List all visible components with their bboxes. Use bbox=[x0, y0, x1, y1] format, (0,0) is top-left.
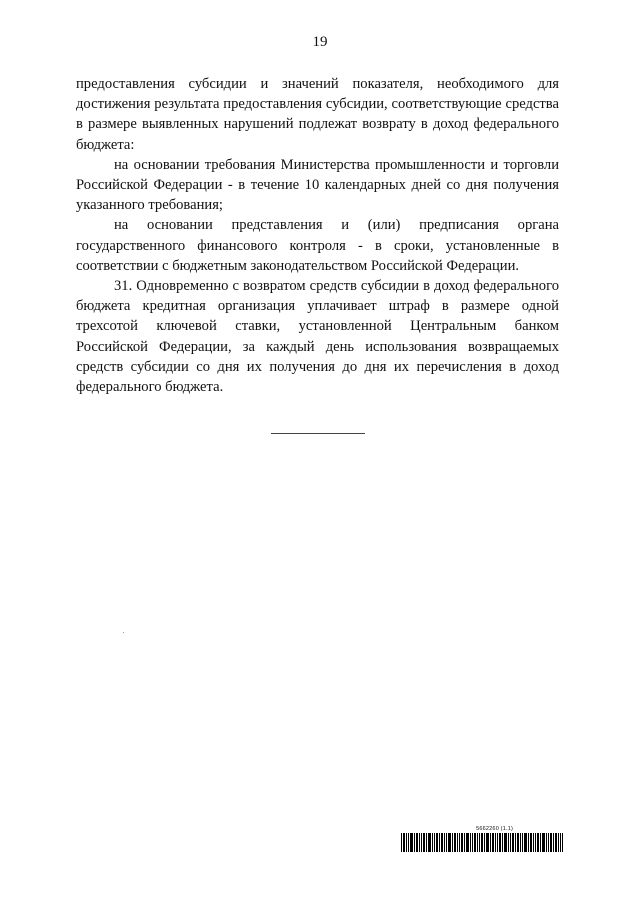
scan-artifact-dot bbox=[123, 632, 124, 633]
barcode-icon bbox=[401, 833, 563, 852]
page-number: 19 bbox=[312, 34, 328, 50]
paragraph-item-31: 31. Одновременно с возвратом средств субсидии в доход федерального бюджета кредитная организация уплачивает штраф в размере одной трехсотой ключевой ставки, установленной Центральным банком Российской Федерации, за каждый день использования возвращаемых средств субсидии со дня их получения до дня их перечисления в доход федерального бюджета. bbox=[76, 278, 559, 396]
paragraph-financial-control: на основании представления и (или) предписания органа государственного финансового контроля - в сроки, установленные в соответствии с бюджетным законодательством Российской Федерации. bbox=[76, 217, 559, 274]
document-body bbox=[76, 74, 559, 397]
paragraph-continuation: предоставления субсидии и значений показателя, необходимого для достижения результата предоставления субсидии, соответствующие средства в размере выявленных нарушений подлежат возврату в доход федерального бюджета: bbox=[76, 76, 559, 153]
footer-barcode-block bbox=[401, 826, 563, 857]
paragraph-ministry-requirement: на основании требования Министерства промышленности и торговли Российской Федерации - в течение 10 календарных дней со дня получения указанного требования; bbox=[76, 156, 559, 214]
end-separator-line bbox=[271, 433, 365, 434]
barcode-code: 5662260 (1.1) bbox=[476, 826, 513, 832]
